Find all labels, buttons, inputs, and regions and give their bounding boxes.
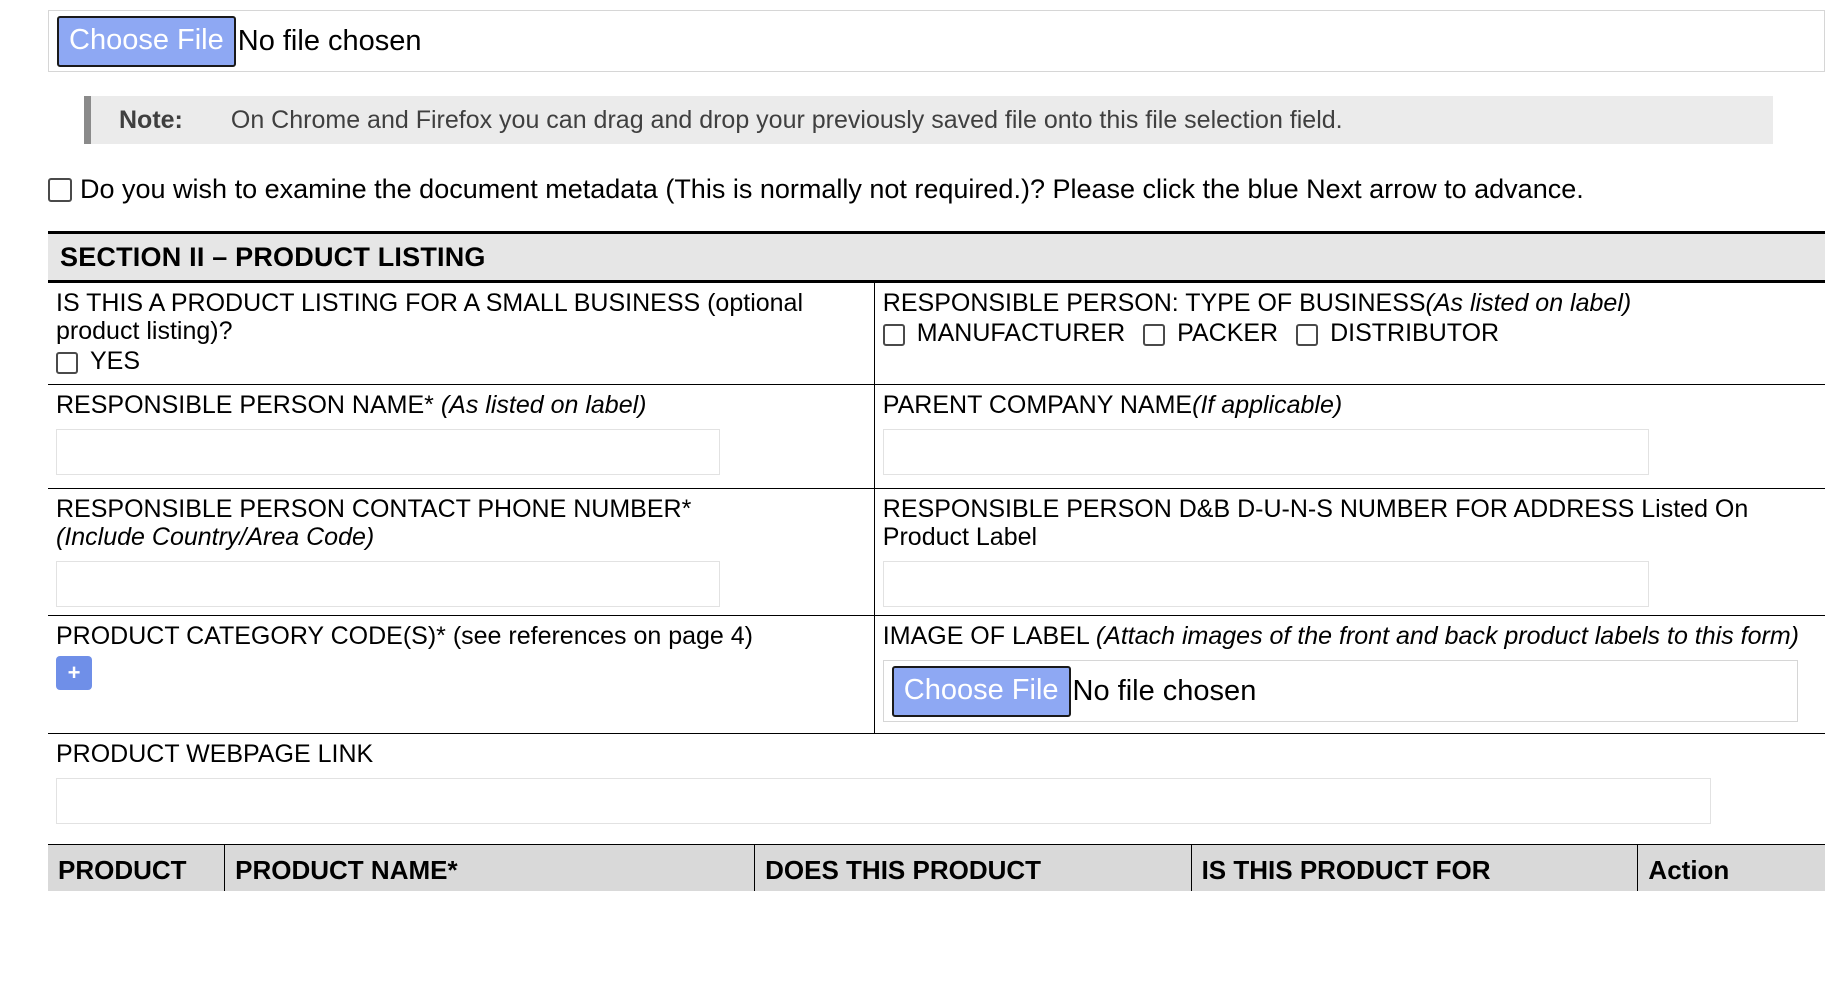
small-business-yes-label: YES [90, 347, 141, 375]
note-banner [84, 96, 1773, 144]
duns-number-input[interactable] [883, 561, 1649, 607]
responsible-person-name-label [56, 391, 866, 419]
small-business-label: IS THIS A PRODUCT LISTING FOR A SMALL BUSINESS (optional product listing)? [56, 289, 804, 345]
form-row-webpage-link [48, 734, 1825, 833]
form-row-names [48, 385, 1825, 489]
note-text: On Chrome and Firefox you can drag and drop your previously saved file onto this file selection field. [230, 105, 1343, 134]
parent-company-name-label-italic: (If applicable) [1192, 391, 1343, 419]
form-row-category-image [48, 616, 1825, 734]
column-action: Action [1638, 845, 1825, 891]
parent-company-name-label-text: PARENT COMPANY NAME [882, 391, 1193, 419]
column-is-this-product-for: IS THIS PRODUCT FOR [1191, 845, 1638, 891]
contact-phone-input[interactable] [56, 561, 720, 607]
type-of-business-label-text: RESPONSIBLE PERSON: TYPE OF BUSINESS [882, 289, 1426, 317]
cell-type-of-business [874, 283, 1825, 385]
parent-company-name-input[interactable] [883, 429, 1649, 475]
manufacturer-label: MANUFACTURER [916, 319, 1126, 347]
add-product-category-code-button[interactable]: + [56, 656, 92, 690]
product-category-codes-label: PRODUCT CATEGORY CODE(S)* (see references on page 4) [56, 622, 753, 650]
metadata-option-row[interactable] [48, 174, 1837, 205]
small-business-yes-checkbox[interactable] [56, 352, 78, 374]
form-row-business-type [48, 283, 1825, 385]
product-listing-form [48, 283, 1825, 832]
product-webpage-link-input[interactable] [56, 778, 1711, 824]
product-table-header-row [48, 845, 1825, 891]
cell-parent-company-name [874, 385, 1825, 489]
form-row-contact [48, 489, 1825, 616]
choose-file-button[interactable]: Choose File [57, 16, 236, 67]
metadata-option-label: Do you wish to examine the document metadata (This is normally not required.)? Please click the blue Next arrow to advance. [80, 174, 1584, 204]
image-of-label-label-italic: (Attach images of the front and back product labels to this form) [1095, 622, 1799, 650]
cell-duns-number [874, 489, 1825, 616]
manufacturer-checkbox[interactable] [883, 324, 905, 346]
file-upload-status: No file chosen [237, 24, 422, 57]
duns-number-label: RESPONSIBLE PERSON D&B D-U-N-S NUMBER FOR ADDRESS Listed On Product Label [882, 495, 1749, 551]
type-of-business-options[interactable] [883, 319, 1817, 348]
type-of-business-label [883, 289, 1817, 317]
contact-phone-label-text: RESPONSIBLE PERSON CONTACT PHONE NUMBER* [56, 495, 692, 523]
metadata-checkbox[interactable] [48, 178, 72, 202]
cell-responsible-person-name [48, 385, 874, 489]
form-page [0, 10, 1837, 1001]
cell-product-category-codes [48, 616, 874, 734]
image-of-label-choose-file-button[interactable]: Choose File [892, 666, 1071, 717]
image-of-label-upload-field[interactable] [883, 660, 1799, 722]
cell-contact-phone [48, 489, 874, 616]
distributor-checkbox[interactable] [1296, 324, 1318, 346]
note-label: Note: [119, 105, 183, 134]
file-upload-field[interactable] [48, 10, 1825, 72]
image-of-label-upload-status: No file chosen [1072, 674, 1257, 707]
column-product-name: PRODUCT NAME* [225, 845, 755, 891]
type-of-business-label-italic: (As listed on label) [1425, 289, 1632, 317]
image-of-label-label [883, 622, 1817, 650]
distributor-label: DISTRIBUTOR [1330, 319, 1500, 347]
column-does-this-product: DOES THIS PRODUCT [755, 845, 1191, 891]
contact-phone-label [56, 495, 866, 551]
column-product: PRODUCT [48, 845, 225, 891]
product-table [48, 844, 1825, 891]
packer-label: PACKER [1177, 319, 1279, 347]
cell-product-webpage-link [48, 734, 1825, 833]
cell-small-business [48, 283, 874, 385]
contact-phone-label-italic: (Include Country/Area Code) [56, 523, 375, 551]
packer-checkbox[interactable] [1143, 324, 1165, 346]
product-webpage-link-label: PRODUCT WEBPAGE LINK [56, 740, 374, 768]
responsible-person-name-label-text: RESPONSIBLE PERSON NAME* [56, 391, 434, 419]
responsible-person-name-label-italic: (As listed on label) [440, 391, 647, 419]
small-business-yes-row[interactable] [56, 347, 866, 376]
parent-company-name-label [883, 391, 1817, 419]
responsible-person-name-input[interactable] [56, 429, 720, 475]
cell-image-of-label [874, 616, 1825, 734]
image-of-label-label-text: IMAGE OF LABEL [882, 622, 1089, 650]
section-header: SECTION II – PRODUCT LISTING [48, 231, 1825, 283]
